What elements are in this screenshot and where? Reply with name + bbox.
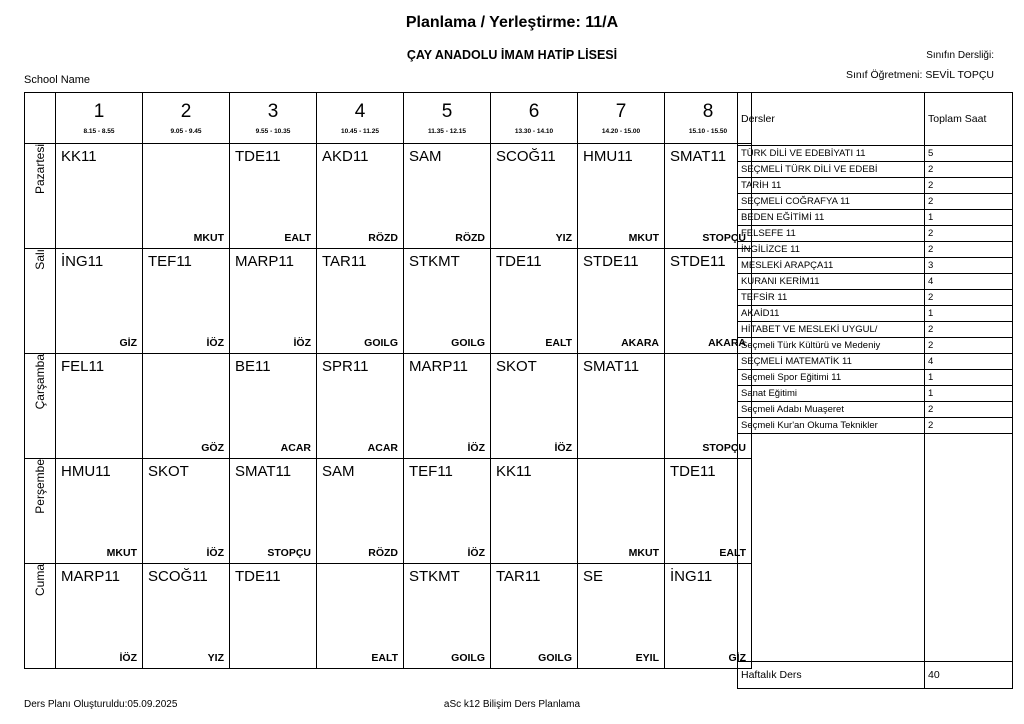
summary-lesson-name: HİTABET VE MESLEKİ UYGUL/ [738,322,925,338]
lesson-cell[interactable] [404,354,491,459]
summary-lesson-name: FELSEFE 11 [738,226,925,242]
lesson-subject: SCOĞ11 [148,568,208,585]
summary-row [738,402,1013,418]
summary-lesson-name: Seçmeli Türk Kültürü ve Medeniy [738,338,925,354]
summary-row [738,178,1013,194]
day-label-cell [25,144,56,249]
day-label: Salı [33,249,47,270]
summary-lesson-hours: 2 [925,290,1013,306]
lesson-subject: TDE11 [235,148,281,165]
lesson-subject: HMU11 [583,148,633,165]
lesson-teacher: AKARA [708,337,746,349]
lesson-teacher: İÖZ [119,652,137,664]
period-header-7 [578,93,665,144]
summary-lesson-hours: 1 [925,370,1013,386]
footer-software-credit: aSc k12 Bilişim Ders Planlama [443,699,581,710]
lesson-cell[interactable] [404,144,491,249]
lesson-subject: SCOĞ11 [496,148,556,165]
lesson-cell[interactable] [56,354,143,459]
summary-lesson-name: İNGİLİZCE 11 [738,242,925,258]
lesson-subject: TDE11 [235,568,281,585]
lesson-teacher: ACAR [280,442,311,454]
lesson-cell[interactable] [317,249,404,354]
lesson-subject: İNG11 [670,568,713,585]
lesson-cell[interactable] [578,144,665,249]
lesson-subject: SMAT11 [235,463,292,480]
summary-lesson-hours: 2 [925,178,1013,194]
summary-lesson-hours: 2 [925,418,1013,434]
lesson-cell[interactable] [317,144,404,249]
lesson-teacher: STOPÇU [702,232,746,244]
summary-lesson-name: Seçmeli Spor Eğitimi 11 [738,370,925,386]
day-label-cell [25,459,56,564]
summary-lesson-name: AKAİD11 [738,306,925,322]
period-time: 13.30 - 14.10 [514,127,554,135]
lesson-subject: STKMT [409,253,460,270]
lesson-subject: SPR11 [322,358,369,375]
lesson-subject: TAR11 [322,253,367,270]
lesson-teacher: MKUT [628,232,659,244]
summary-lesson-hours: 1 [925,306,1013,322]
weekly-total-label: Haftalık Ders [738,662,925,689]
lesson-cell[interactable] [143,564,230,669]
lesson-teacher: İÖZ [467,547,485,559]
summary-lesson-name: MESLEKİ ARAPÇA11 [738,258,925,274]
lesson-cell[interactable] [317,459,404,564]
period-number: 4 [354,100,366,122]
lesson-cell[interactable] [56,249,143,354]
summary-lesson-name: Seçmeli Kur'an Okuma Teknikler [738,418,925,434]
summary-lesson-hours: 1 [925,210,1013,226]
lesson-cell[interactable] [143,354,230,459]
lesson-cell[interactable] [143,144,230,249]
summary-lesson-hours: 2 [925,226,1013,242]
lesson-teacher: GÖZ [201,442,224,454]
lesson-subject: TDE11 [670,463,716,480]
summary-empty-area [738,434,1013,662]
lesson-subject: HMU11 [61,463,111,480]
lesson-subject: SMAT11 [670,148,727,165]
summary-lesson-name: Sanat Eğitimi [738,386,925,402]
lesson-subject: KK11 [61,148,97,165]
summary-lesson-name: BEDEN EĞİTİMİ 11 [738,210,925,226]
day-label: Pazartesi [33,144,47,195]
lesson-cell[interactable] [143,249,230,354]
lesson-subject: KK11 [496,463,532,480]
lesson-teacher: MKUT [628,547,659,559]
summary-row [738,194,1013,210]
day-label-cell [25,354,56,459]
summary-lesson-hours: 5 [925,146,1013,162]
period-header-2 [143,93,230,144]
summary-row [738,322,1013,338]
period-header-1 [56,93,143,144]
summary-row [738,210,1013,226]
lesson-cell[interactable] [578,249,665,354]
summary-lesson-name: SEÇMELİ COĞRAFYA 11 [738,194,925,210]
summary-lesson-hours: 2 [925,338,1013,354]
lesson-teacher: RÖZD [368,547,398,559]
period-header-5 [404,93,491,144]
summary-lesson-hours: 2 [925,242,1013,258]
lesson-subject: SE [583,568,604,585]
lesson-teacher: RÖZD [455,232,485,244]
period-number: 2 [180,100,192,122]
lesson-teacher: YIZ [555,232,572,244]
summary-lesson-name: TEFSİR 11 [738,290,925,306]
lesson-cell[interactable] [143,459,230,564]
timetable-row [25,249,752,354]
summary-lesson-hours: 2 [925,162,1013,178]
summary-row [738,418,1013,434]
summary-lesson-name: Seçmeli Adabı Muaşeret [738,402,925,418]
lesson-teacher: RÖZD [368,232,398,244]
lesson-teacher: EALT [284,232,311,244]
lesson-subject: FEL11 [61,358,105,375]
lesson-subject: SKOT [148,463,189,480]
page-title: Planlama / Yerleştirme: 11/A [405,14,619,31]
lesson-cell[interactable] [578,564,665,669]
lesson-teacher: YIZ [207,652,224,664]
summary-row [738,370,1013,386]
lesson-cell[interactable] [578,459,665,564]
lesson-subject: TEF11 [409,463,453,480]
class-teacher-label: Sınıf Öğretmeni: SEVİL TOPÇU [845,69,994,81]
lesson-teacher: MKUT [193,232,224,244]
lesson-teacher: GOILG [451,652,485,664]
summary-lesson-name: TÜRK DİLİ VE EDEBİYATI 11 [738,146,925,162]
summary-header-row [738,93,1013,146]
lesson-subject: İNG11 [61,253,104,270]
lesson-subject: MARP11 [409,358,468,375]
timetable-row [25,564,752,669]
summary-lesson-hours: 2 [925,322,1013,338]
lesson-teacher: EALT [545,337,572,349]
lesson-cell[interactable] [491,249,578,354]
lesson-teacher: EALT [371,652,398,664]
lesson-teacher: GİZ [119,337,137,349]
lesson-cell[interactable] [578,354,665,459]
lesson-cell[interactable] [230,459,317,564]
summary-row [738,242,1013,258]
lesson-cell[interactable] [404,564,491,669]
lesson-cell[interactable] [230,144,317,249]
period-header-3 [230,93,317,144]
lesson-cell[interactable] [230,564,317,669]
timetable-header-row [25,93,752,144]
lesson-subject: TAR11 [496,568,541,585]
lesson-teacher: GOILG [538,652,572,664]
summary-lesson-hours: 3 [925,258,1013,274]
lesson-subject: STDE11 [670,253,726,270]
lesson-cell[interactable] [230,249,317,354]
lesson-cell[interactable] [491,459,578,564]
period-time: 9.05 - 9.45 [170,127,202,135]
lesson-cell[interactable] [56,564,143,669]
summary-lesson-hours: 4 [925,274,1013,290]
period-time: 14.20 - 15.00 [601,127,641,135]
lesson-subject: TDE11 [496,253,542,270]
summary-lesson-hours: 1 [925,386,1013,402]
day-label-cell [25,249,56,354]
lesson-subject: AKD11 [322,148,369,165]
summary-row [738,354,1013,370]
lesson-cell[interactable] [491,564,578,669]
lesson-teacher: İÖZ [206,337,224,349]
period-time: 15.10 - 15.50 [688,127,728,135]
lesson-cell[interactable] [317,564,404,669]
lesson-teacher: EALT [719,547,746,559]
summary-lesson-name: SEÇMELİ TÜRK DİLİ VE EDEBİ [738,162,925,178]
period-number: 7 [615,100,627,122]
lesson-cell[interactable] [491,144,578,249]
lesson-subject: STDE11 [583,253,639,270]
period-number: 6 [528,100,540,122]
lesson-subject: SKOT [496,358,537,375]
timetable-row [25,354,752,459]
lesson-teacher: ACAR [367,442,398,454]
lesson-teacher: İÖZ [467,442,485,454]
period-number: 8 [702,100,714,122]
summary-row [738,274,1013,290]
school-name-label: School Name [24,74,91,86]
lesson-teacher: AKARA [621,337,659,349]
summary-row [738,386,1013,402]
summary-row [738,290,1013,306]
lesson-teacher: EYIL [635,652,659,664]
summary-lesson-name: TARİH 11 [738,178,925,194]
period-time: 9.55 - 10.35 [255,127,291,135]
lesson-subject: MARP11 [235,253,294,270]
lesson-subject: SAM [322,463,355,480]
lesson-cell[interactable] [56,144,143,249]
lesson-subject: SAM [409,148,442,165]
summary-lesson-name: SEÇMELİ MATEMATİK 11 [738,354,925,370]
period-number: 5 [441,100,453,122]
lesson-cell[interactable] [230,354,317,459]
summary-row [738,258,1013,274]
timetable-row [25,459,752,564]
summary-lesson-hours: 2 [925,402,1013,418]
lesson-subject: STKMT [409,568,460,585]
lesson-cell[interactable] [404,249,491,354]
summary-row [738,162,1013,178]
lesson-cell[interactable] [317,354,404,459]
lesson-teacher: STOPÇU [702,442,746,454]
summary-row [738,146,1013,162]
summary-col-total-hours: Toplam Saat [925,93,1013,146]
day-label-cell [25,564,56,669]
period-number: 3 [267,100,279,122]
lesson-teacher: STOPÇU [267,547,311,559]
lesson-teacher: GOILG [364,337,398,349]
lesson-teacher: İÖZ [206,547,224,559]
period-header-4 [317,93,404,144]
lesson-subject: MARP11 [61,568,120,585]
lesson-subject: BE11 [235,358,271,375]
period-time: 10.45 - 11.25 [341,127,379,135]
timetable [24,92,752,669]
period-header-6 [491,93,578,144]
lesson-teacher: MKUT [106,547,137,559]
period-time: 11.35 - 12.15 [428,127,466,135]
lesson-teacher: GOILG [451,337,485,349]
summary-col-lessons: Dersler [738,93,925,146]
day-label: Çarşamba [33,354,47,410]
lesson-teacher: İÖZ [293,337,311,349]
day-label: Cuma [33,564,47,597]
summary-total-row [738,662,1013,689]
period-time: 8.15 - 8.55 [83,127,115,135]
summary-row [738,226,1013,242]
lesson-cell[interactable] [56,459,143,564]
lesson-subject: TEF11 [148,253,192,270]
summary-row [738,306,1013,322]
timetable-corner-cell [25,93,56,144]
lesson-summary-table [737,92,1013,689]
lesson-cell[interactable] [491,354,578,459]
summary-lesson-hours: 4 [925,354,1013,370]
summary-lesson-hours: 2 [925,194,1013,210]
period-number: 1 [93,100,105,122]
lesson-teacher: GİZ [728,652,746,664]
summary-lesson-name: KURANI KERİM11 [738,274,925,290]
lesson-cell[interactable] [404,459,491,564]
timetable-row [25,144,752,249]
school-subtitle: ÇAY ANADOLU İMAM HATİP LİSESİ [406,48,618,62]
lesson-subject: SMAT11 [583,358,640,375]
footer-created-date: Ders Planı Oluşturuldu:05.09.2025 [24,699,178,710]
classroom-label: Sınıfın Dersliği: [926,50,994,61]
day-label: Perşembe [33,459,47,514]
lesson-teacher: İÖZ [554,442,572,454]
weekly-total-value: 40 [925,662,1013,689]
summary-row [738,338,1013,354]
